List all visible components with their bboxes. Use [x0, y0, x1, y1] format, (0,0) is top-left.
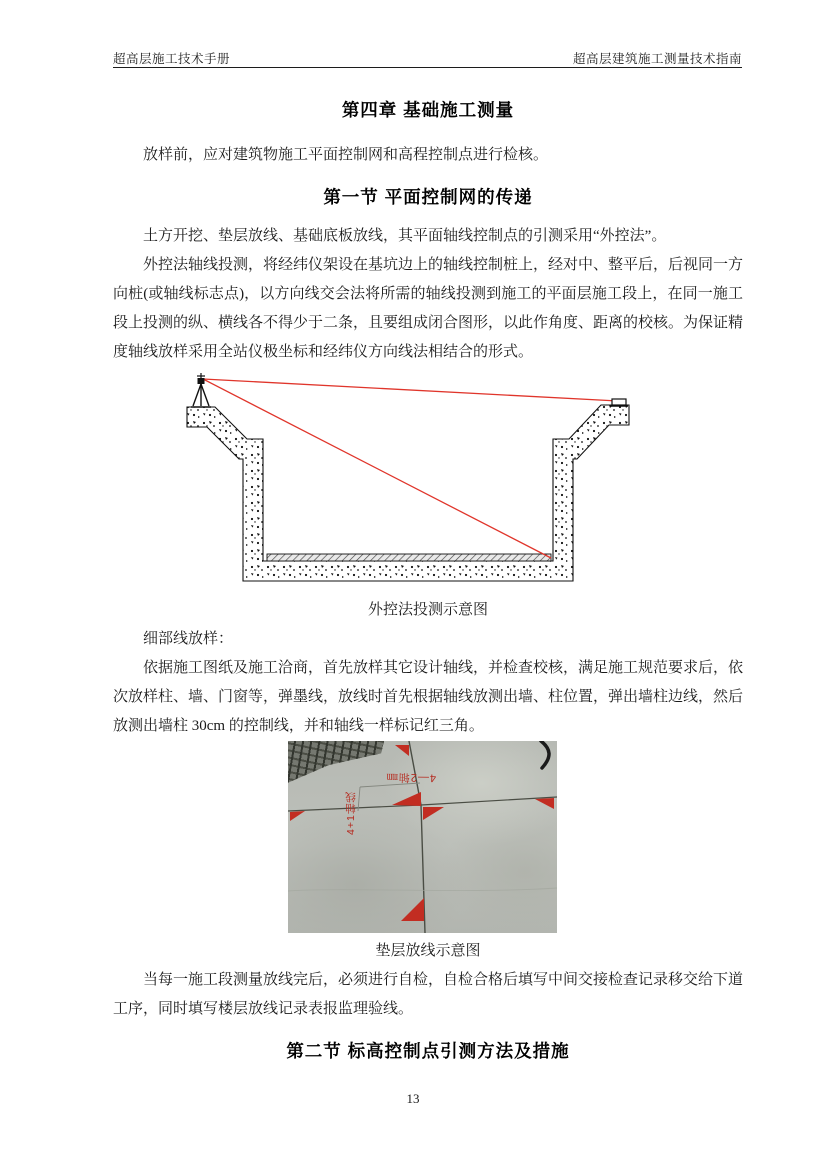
- header-left-title: 超高层施工技术手册: [113, 52, 231, 66]
- paragraph-intro: 放样前，应对建筑物施工平面控制网和高程控制点进行检核。: [143, 147, 549, 163]
- floor-slab: [267, 554, 551, 561]
- chapter-title: 第四章 基础施工测量: [341, 100, 515, 120]
- excavation-projection-diagram: [185, 371, 655, 593]
- axis-line-horizontal: [288, 797, 557, 811]
- figure1-caption: 外控法投测示意图: [367, 602, 488, 618]
- paragraph-detail-lead: 细部线放样：: [143, 631, 234, 647]
- dark-cable-shape: [541, 741, 549, 768]
- axis-label-horizontal: 4—2轴㎜: [385, 770, 437, 784]
- header-right-title: 超高层建筑施工测量技术指南: [572, 52, 742, 66]
- survey-target-icon: [610, 399, 628, 406]
- slab-layout-photo: [288, 741, 557, 933]
- section-2-title: 第二节 标高控制点引测方法及措施: [286, 1041, 570, 1061]
- paragraph-external-control-2: 外控法轴线投测，将经纬仪架设在基坑边上的轴线控制桩上，经对中、整平后，后视同一方向桩(或轴线标志点)，以方向线交会法将所需的轴线投测到施工的平面层施工段上，在同一施工段上投测的纵、横线各不得少于二条，且要组成闭合图形，以此作角度、距离的校核。为保证精度轴线放样采用全站仪极坐标和经纬仪方向线法相结合的形式。: [113, 257, 744, 360]
- theodolite-icon: [191, 373, 211, 407]
- paragraph-external-control-1: 土方开挖、垫层放线、基础底板放线，其平面轴线控制点的引测采用“外控法”。: [143, 228, 667, 244]
- sight-line-horizontal: [203, 379, 618, 401]
- paragraph-detail-layout: 依据施工图纸及施工洽商，首先放样其它设计轴线，并检查校核，满足施工规范要求后，依次放样柱、墙、门窗等，弹墨线，放线时首先根据轴线放测出墙、柱位置，弹出墙柱边线，然后放测出墙柱 30cm 的控制线，并和轴线一样标记红三角。: [113, 660, 744, 734]
- figure2-caption: 垫层放线示意图: [375, 943, 481, 959]
- axis-label-vertical: 4+1轴线: [345, 791, 357, 835]
- section-1-title: 第一节 平面控制网的传递: [323, 187, 533, 207]
- paragraph-handover: 当每一施工段测量放线完后，必须进行自检，自检合格后填写中间交接检查记录移交给下道工序，同时填写楼层放线记录表报监理验线。: [113, 972, 744, 1017]
- header-rule: [113, 67, 742, 68]
- page-number: 13: [406, 1091, 420, 1106]
